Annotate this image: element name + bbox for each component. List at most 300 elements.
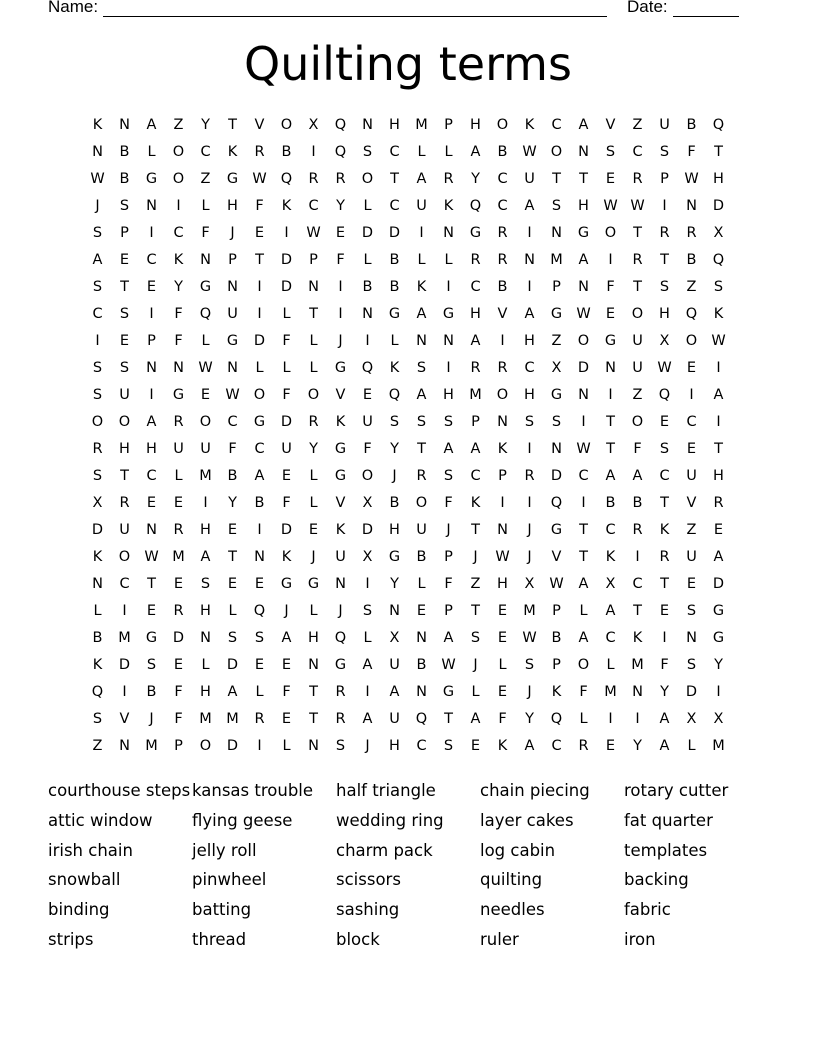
grid-letter: S	[362, 143, 373, 160]
grid-letter: X	[92, 494, 103, 511]
grid-letter: I	[716, 413, 721, 430]
grid-letter: H	[659, 305, 670, 322]
grid-letter: N	[578, 386, 589, 403]
grid-letter: H	[119, 440, 130, 457]
grid-letter: G	[550, 386, 563, 403]
grid-letter: S	[470, 629, 481, 646]
grid-letter: G	[145, 170, 158, 187]
grid-letter: A	[146, 413, 157, 430]
grid-letter: C	[389, 143, 400, 160]
grid-letter: T	[120, 278, 129, 295]
grid-letter: E	[227, 575, 238, 592]
grid-letter: K	[92, 116, 103, 133]
grid-letter: X	[389, 629, 400, 646]
grid-letter: W	[657, 359, 672, 376]
grid-letter: S	[227, 629, 238, 646]
grid-letter: O	[631, 413, 644, 430]
grid-letter: T	[471, 602, 480, 619]
grid-letter: I	[338, 278, 343, 295]
grid-letter: K	[632, 629, 643, 646]
grid-letter: O	[172, 143, 185, 160]
grid-letter: S	[200, 575, 211, 592]
grid-letter: N	[119, 116, 130, 133]
grid-letter: I	[500, 494, 505, 511]
grid-letter: K	[524, 116, 535, 133]
grid-letter: L	[309, 602, 318, 619]
grid-letter: S	[686, 656, 697, 673]
grid-letter: T	[228, 116, 237, 133]
grid-letter: K	[497, 737, 508, 754]
grid-letter: N	[605, 359, 616, 376]
grid-letter: B	[551, 629, 562, 646]
grid-letter: I	[446, 359, 451, 376]
grid-letter: K	[227, 143, 238, 160]
grid-letter: G	[577, 224, 590, 241]
grid-letter: W	[576, 440, 591, 457]
grid-letter: R	[173, 521, 184, 538]
grid-letter: N	[119, 737, 130, 754]
grid-letter: O	[577, 332, 590, 349]
grid-letter: L	[201, 656, 210, 673]
grid-letter: A	[578, 629, 589, 646]
grid-letter: O	[577, 656, 590, 673]
grid-letter: G	[550, 521, 563, 538]
grid-letter: C	[686, 413, 697, 430]
grid-letter: C	[470, 278, 481, 295]
grid-letter: C	[146, 251, 157, 268]
grid-letter: N	[308, 737, 319, 754]
grid-letter: H	[524, 386, 535, 403]
grid-letter: P	[444, 116, 453, 133]
grid-letter: M	[199, 467, 212, 484]
grid-letter: O	[496, 386, 509, 403]
grid-letter: C	[632, 575, 643, 592]
grid-letter: V	[335, 494, 346, 511]
grid-letter: A	[389, 683, 400, 700]
grid-letter: E	[362, 386, 373, 403]
grid-letter: T	[633, 278, 642, 295]
grid-letter: I	[257, 278, 262, 295]
grid-letter: I	[500, 332, 505, 349]
grid-letter: F	[174, 332, 183, 349]
grid-letter: W	[522, 629, 537, 646]
grid-letter: Y	[174, 278, 183, 295]
grid-letter: P	[444, 548, 453, 565]
grid-letter: E	[659, 413, 670, 430]
grid-letter: E	[254, 656, 265, 673]
grid-letter: Z	[173, 116, 184, 133]
grid-letter: E	[497, 602, 508, 619]
grid-letter: O	[118, 548, 131, 565]
grid-letter: A	[470, 710, 481, 727]
grid-letter: T	[147, 575, 156, 592]
grid-letter: I	[149, 305, 154, 322]
grid-letter: B	[497, 278, 508, 295]
grid-letter: W	[225, 386, 240, 403]
grid-letter: A	[416, 305, 427, 322]
grid-letter: N	[362, 305, 373, 322]
grid-letter: S	[524, 656, 535, 673]
grid-letter: W	[630, 197, 645, 214]
grid-letter: A	[362, 710, 373, 727]
word-list	[48, 776, 768, 955]
grid-letter: I	[689, 386, 694, 403]
grid-letter: T	[714, 143, 723, 160]
grid-letter: T	[228, 548, 237, 565]
grid-letter: D	[226, 656, 239, 673]
grid-letter: P	[147, 332, 156, 349]
grid-letter: M	[118, 629, 131, 646]
grid-letter: T	[606, 440, 615, 457]
grid-letter: X	[362, 494, 373, 511]
grid-letter: I	[149, 224, 154, 241]
word-list-item: snowball	[48, 870, 121, 890]
grid-letter: N	[173, 359, 184, 376]
grid-letter: A	[470, 143, 481, 160]
grid-letter: G	[307, 575, 320, 592]
word-list-item: batting	[192, 900, 252, 920]
grid-letter: R	[470, 251, 481, 268]
grid-letter: E	[713, 521, 724, 538]
grid-letter: U	[416, 197, 427, 214]
grid-letter: L	[363, 629, 372, 646]
grid-letter: F	[282, 494, 291, 511]
grid-letter: A	[443, 440, 454, 457]
word-list-item: chain piecing	[480, 781, 590, 800]
grid-letter: O	[199, 737, 212, 754]
grid-letter: N	[308, 278, 319, 295]
grid-letter: J	[392, 467, 397, 484]
grid-letter: N	[308, 656, 319, 673]
grid-letter: D	[280, 278, 293, 295]
grid-letter: P	[444, 602, 453, 619]
grid-letter: U	[389, 656, 400, 673]
grid-letter: F	[363, 440, 372, 457]
grid-letter: G	[469, 224, 482, 241]
grid-letter: R	[632, 521, 643, 538]
grid-letter: U	[632, 359, 643, 376]
grid-letter: S	[119, 197, 130, 214]
grid-letter: B	[281, 143, 292, 160]
grid-letter: E	[605, 305, 616, 322]
grid-letter: T	[552, 170, 561, 187]
grid-letter: H	[389, 521, 400, 538]
grid-letter: E	[686, 575, 697, 592]
grid-letter: B	[632, 494, 643, 511]
grid-letter: Q	[712, 251, 725, 268]
grid-letter: L	[282, 305, 291, 322]
grid-letter: E	[146, 494, 157, 511]
grid-letter: A	[605, 602, 616, 619]
grid-letter: C	[389, 197, 400, 214]
grid-letter: E	[254, 575, 265, 592]
grid-letter: H	[497, 575, 508, 592]
grid-letter: N	[497, 521, 508, 538]
grid-letter: E	[119, 251, 130, 268]
grid-letter: C	[146, 467, 157, 484]
grid-letter: O	[550, 143, 563, 160]
grid-letter: H	[200, 521, 211, 538]
grid-letter: Q	[415, 710, 428, 727]
grid-letter: P	[174, 737, 183, 754]
grid-letter: H	[146, 440, 157, 457]
grid-letter: N	[632, 683, 643, 700]
grid-letter: B	[119, 143, 130, 160]
grid-letter: Q	[334, 143, 347, 160]
grid-letter: F	[174, 710, 183, 727]
grid-letter: S	[119, 305, 130, 322]
grid-letter: E	[659, 602, 670, 619]
grid-letter: U	[119, 521, 130, 538]
grid-letter: R	[497, 251, 508, 268]
grid-letter: O	[604, 224, 617, 241]
grid-letter: O	[118, 413, 131, 430]
grid-letter: D	[361, 224, 374, 241]
grid-letter: R	[254, 143, 265, 160]
date-field[interactable]	[673, 0, 739, 17]
grid-letter: X	[686, 710, 697, 727]
grid-letter: Q	[469, 197, 482, 214]
grid-letter: S	[416, 359, 427, 376]
grid-letter: Q	[685, 305, 698, 322]
grid-letter: R	[119, 494, 130, 511]
grid-letter: T	[633, 602, 642, 619]
grid-letter: I	[635, 548, 640, 565]
grid-letter: G	[442, 305, 455, 322]
grid-letter: R	[173, 602, 184, 619]
grid-letter: C	[254, 440, 265, 457]
grid-letter: N	[146, 359, 157, 376]
grid-letter: P	[552, 602, 561, 619]
grid-letter: C	[227, 413, 238, 430]
grid-letter: M	[172, 548, 185, 565]
grid-letter: F	[687, 143, 696, 160]
grid-letter: T	[660, 575, 669, 592]
grid-letter: Y	[228, 494, 237, 511]
grid-letter: D	[388, 224, 401, 241]
grid-letter: C	[551, 737, 562, 754]
grid-letter: C	[308, 197, 319, 214]
grid-letter: G	[145, 629, 158, 646]
grid-letter: U	[416, 521, 427, 538]
grid-letter: L	[444, 143, 453, 160]
grid-letter: Q	[334, 629, 347, 646]
grid-letter: R	[416, 467, 427, 484]
word-list-item: scissors	[336, 870, 401, 890]
grid-letter: N	[254, 548, 265, 565]
grid-letter: F	[660, 656, 669, 673]
grid-letter: S	[92, 710, 103, 727]
grid-letter: W	[441, 656, 456, 673]
grid-letter: X	[659, 332, 670, 349]
grid-letter: G	[442, 683, 455, 700]
grid-letter: I	[527, 278, 532, 295]
grid-letter: B	[416, 548, 427, 565]
grid-letter: T	[309, 305, 318, 322]
grid-letter: J	[338, 332, 343, 349]
grid-letter: M	[631, 656, 644, 673]
grid-letter: E	[281, 467, 292, 484]
grid-letter: U	[659, 116, 670, 133]
grid-letter: C	[200, 143, 211, 160]
grid-letter: A	[146, 116, 157, 133]
grid-letter: R	[470, 359, 481, 376]
grid-letter: C	[578, 467, 589, 484]
grid-letter: B	[92, 629, 103, 646]
grid-letter: M	[226, 710, 239, 727]
grid-letter: U	[686, 467, 697, 484]
grid-letter: J	[527, 683, 532, 700]
grid-letter: L	[417, 575, 426, 592]
grid-letter: K	[443, 197, 454, 214]
grid-letter: R	[254, 710, 265, 727]
grid-letter: R	[335, 170, 346, 187]
grid-letter: E	[146, 278, 157, 295]
grid-letter: F	[282, 386, 291, 403]
grid-letter: S	[551, 197, 562, 214]
grid-letter: S	[659, 143, 670, 160]
grid-letter: I	[662, 197, 667, 214]
grid-letter: E	[605, 170, 616, 187]
grid-letter: I	[716, 359, 721, 376]
grid-letter: A	[632, 467, 643, 484]
grid-letter: V	[254, 116, 265, 133]
grid-letter: N	[389, 602, 400, 619]
word-list-item: wedding ring	[336, 810, 444, 830]
grid-letter: I	[608, 386, 613, 403]
grid-letter: R	[335, 683, 346, 700]
grid-letter: I	[122, 683, 127, 700]
word-list-item: courthouse steps	[48, 781, 191, 800]
grid-letter: V	[686, 494, 697, 511]
grid-letter: N	[443, 224, 454, 241]
grid-letter: E	[416, 602, 427, 619]
word-list-item: sashing	[336, 900, 400, 920]
grid-letter: I	[311, 143, 316, 160]
grid-letter: Q	[388, 386, 401, 403]
word-list-item: irish chain	[48, 840, 133, 860]
grid-letter: R	[686, 224, 697, 241]
grid-letter: L	[309, 467, 318, 484]
word-list-item: attic window	[48, 810, 153, 830]
grid-letter: I	[608, 710, 613, 727]
grid-letter: C	[470, 467, 481, 484]
grid-letter: L	[255, 683, 264, 700]
grid-letter: B	[227, 467, 238, 484]
word-list-item: log cabin	[480, 840, 556, 860]
grid-letter: J	[311, 548, 316, 565]
grid-letter: S	[335, 737, 346, 754]
grid-letter: N	[227, 278, 238, 295]
grid-letter: U	[389, 710, 400, 727]
grid-letter: W	[306, 224, 321, 241]
grid-letter: A	[578, 251, 589, 268]
grid-letter: K	[281, 548, 292, 565]
grid-letter: P	[120, 224, 129, 241]
grid-letter: L	[228, 602, 237, 619]
grid-letter: K	[551, 683, 562, 700]
grid-letter: W	[603, 197, 618, 214]
grid-letter: I	[635, 710, 640, 727]
grid-letter: R	[308, 413, 319, 430]
grid-letter: Q	[361, 359, 374, 376]
grid-letter: A	[659, 710, 670, 727]
grid-letter: W	[252, 170, 267, 187]
date-label: Date:	[627, 0, 668, 16]
name-field[interactable]	[103, 0, 607, 17]
grid-letter: C	[551, 116, 562, 133]
grid-letter: U	[362, 413, 373, 430]
grid-letter: T	[417, 440, 426, 457]
grid-letter: H	[389, 116, 400, 133]
grid-letter: N	[578, 278, 589, 295]
grid-letter: J	[365, 737, 370, 754]
grid-letter: I	[662, 629, 667, 646]
grid-letter: O	[199, 413, 212, 430]
grid-letter: S	[389, 413, 400, 430]
grid-letter: H	[200, 602, 211, 619]
grid-letter: N	[146, 197, 157, 214]
grid-letter: M	[199, 710, 212, 727]
word-list-item: half triangle	[336, 781, 436, 800]
grid-letter: W	[90, 170, 105, 187]
grid-letter: B	[146, 683, 157, 700]
grid-letter: O	[172, 170, 185, 187]
name-label: Name:	[48, 0, 99, 16]
grid-letter: P	[552, 278, 561, 295]
grid-letter: K	[416, 278, 427, 295]
grid-letter: L	[471, 683, 480, 700]
grid-letter: I	[95, 332, 100, 349]
grid-letter: S	[92, 359, 103, 376]
grid-letter: L	[93, 602, 102, 619]
grid-letter: Q	[253, 602, 266, 619]
grid-letter: P	[228, 251, 237, 268]
grid-letter: W	[495, 548, 510, 565]
grid-letter: H	[389, 737, 400, 754]
grid-letter: R	[335, 710, 346, 727]
grid-letter: R	[713, 494, 724, 511]
grid-letter: G	[712, 602, 725, 619]
grid-letter: M	[523, 602, 536, 619]
grid-letter: J	[446, 521, 451, 538]
grid-letter: N	[92, 143, 103, 160]
grid-letter: C	[119, 575, 130, 592]
grid-letter: I	[365, 332, 370, 349]
grid-letter: D	[91, 521, 104, 538]
grid-letter: D	[280, 251, 293, 268]
grid-letter: C	[416, 737, 427, 754]
grid-letter: T	[579, 170, 588, 187]
grid-letter: O	[496, 116, 509, 133]
grid-letter: O	[361, 467, 374, 484]
grid-letter: X	[524, 575, 535, 592]
grid-letter: I	[257, 521, 262, 538]
grid-letter: N	[551, 224, 562, 241]
grid-letter: J	[284, 602, 289, 619]
grid-letter: D	[280, 521, 293, 538]
grid-letter: L	[417, 251, 426, 268]
grid-letter: E	[173, 656, 184, 673]
grid-letter: Q	[280, 170, 293, 187]
grid-letter: L	[174, 467, 183, 484]
grid-letter: Y	[309, 440, 318, 457]
grid-letter: W	[549, 575, 564, 592]
grid-letter: G	[226, 332, 239, 349]
grid-letter: A	[281, 629, 292, 646]
grid-letter: C	[497, 170, 508, 187]
grid-letter: L	[309, 359, 318, 376]
